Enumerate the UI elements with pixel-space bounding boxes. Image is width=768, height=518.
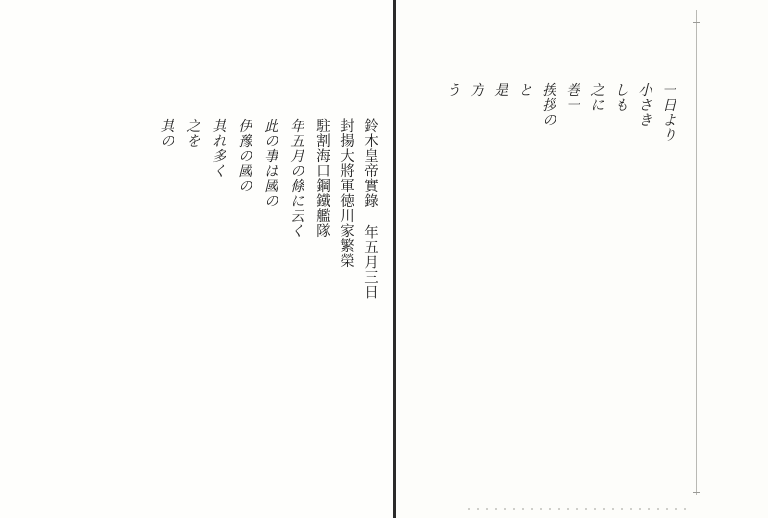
left-column-7: 其れ多く bbox=[210, 118, 226, 178]
right-column-7: と bbox=[516, 82, 532, 97]
left-column-8: 之を bbox=[184, 118, 200, 148]
right-column-2: 小さき bbox=[636, 82, 652, 127]
left-column-2: 封揚大將軍徳川家繁榮 bbox=[338, 118, 354, 268]
right-column-1: 一日より bbox=[660, 82, 676, 142]
page-edge-rule bbox=[696, 10, 697, 495]
right-page bbox=[396, 0, 768, 518]
right-column-3: しも bbox=[612, 82, 628, 112]
left-column-4: 年五月の條に云く bbox=[288, 118, 304, 238]
left-column-3: 駐割海口鋼鐵艦隊 bbox=[314, 118, 330, 238]
page-bottom-texture bbox=[468, 508, 688, 510]
left-column-6: 伊豫の國の bbox=[236, 118, 252, 193]
right-column-8: 是 bbox=[492, 82, 508, 97]
page-edge-mark-bottom bbox=[693, 492, 700, 493]
left-column-1: 鈴木皇帝實錄 年五月三日 bbox=[362, 118, 378, 300]
right-column-5: 巻一 bbox=[564, 82, 580, 112]
right-column-4: 之に bbox=[588, 82, 604, 112]
right-column-10: う bbox=[444, 82, 460, 97]
page-edge-mark-top bbox=[693, 22, 700, 23]
right-column-6: 挨拶の bbox=[540, 82, 556, 127]
left-column-5: 此の事は國の bbox=[262, 118, 278, 208]
right-column-9: 方 bbox=[468, 82, 484, 97]
left-column-9: 其の bbox=[158, 118, 174, 148]
